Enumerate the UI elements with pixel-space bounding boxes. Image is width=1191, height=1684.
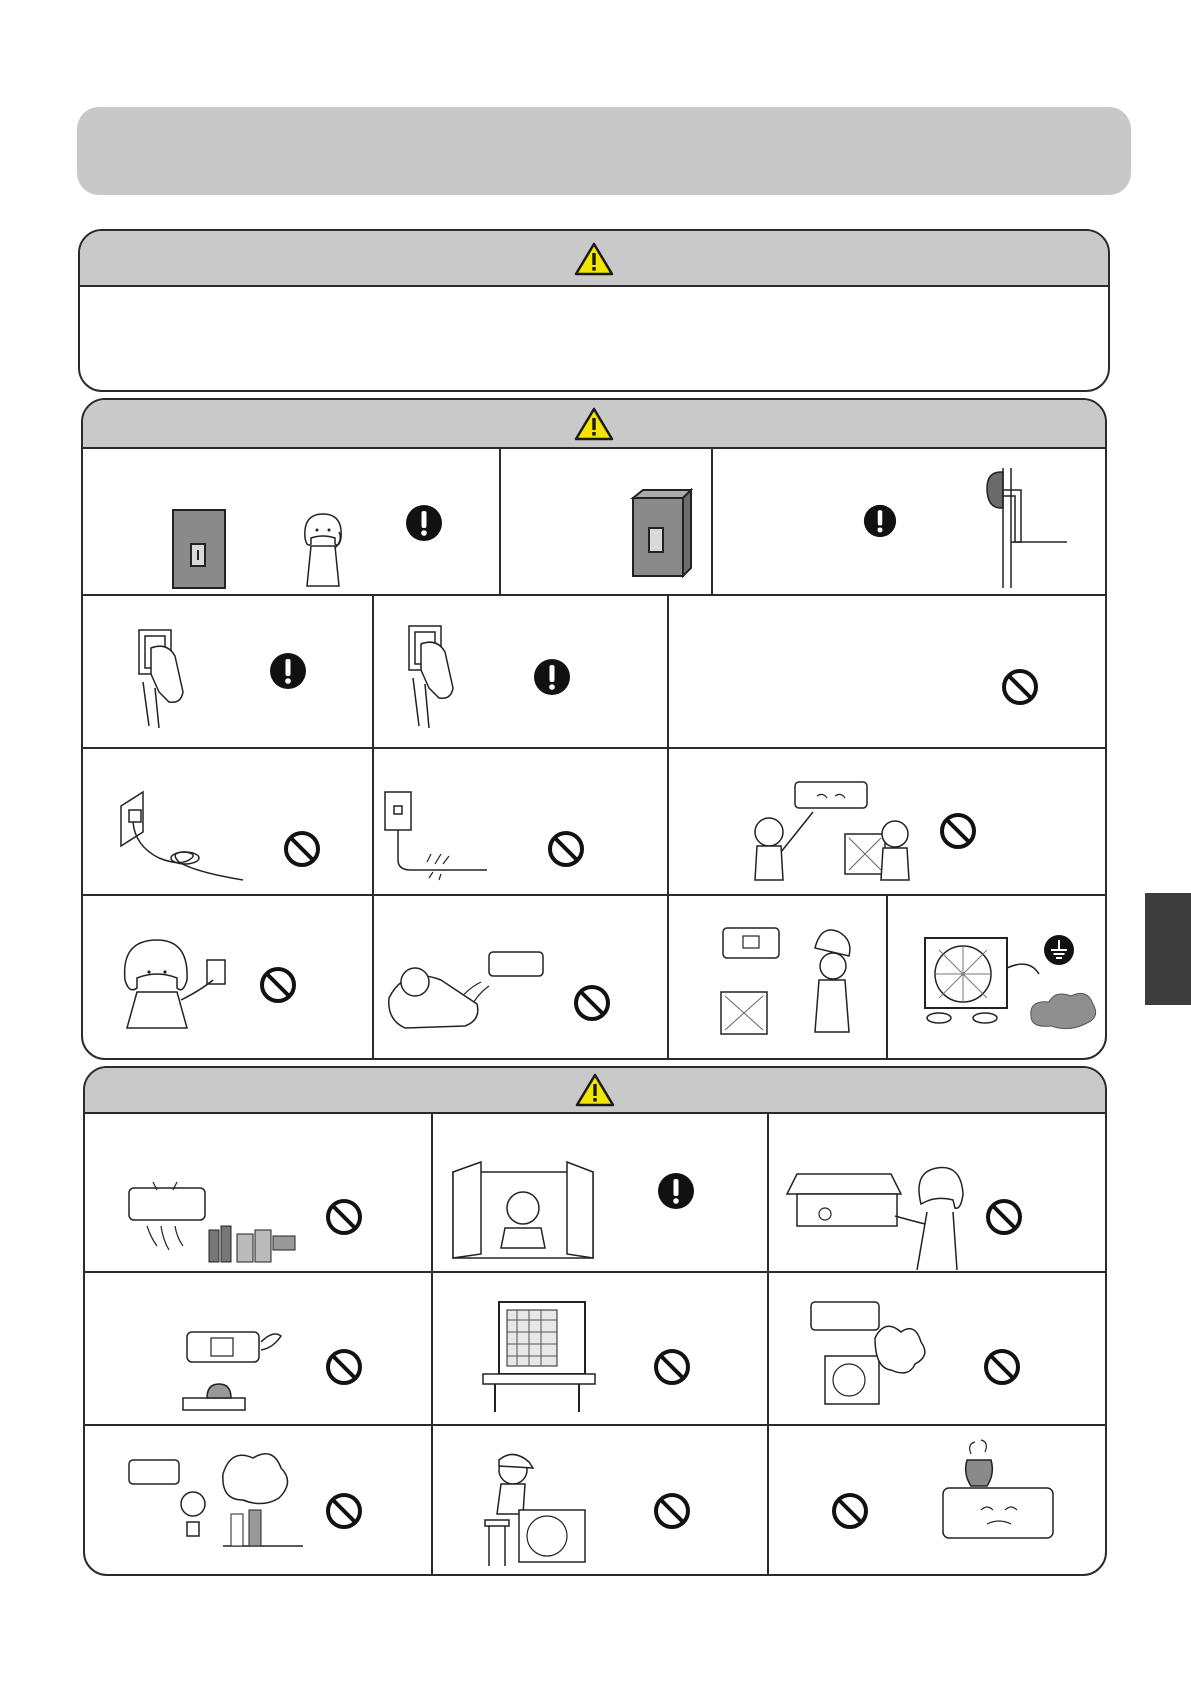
section-side-tab (1145, 893, 1191, 1005)
breaker-switch-illustration (631, 488, 693, 580)
girl-touching-unit-illustration (785, 1164, 985, 1272)
unit-on-weak-stand-illustration (479, 1294, 599, 1414)
girl-phoning-illustration (295, 508, 351, 588)
sleeping-person-airflow-illustration (385, 936, 545, 1036)
damaged-cord-illustration (383, 788, 487, 884)
no-symbol-icon (831, 1492, 869, 1530)
no-symbol-icon (573, 984, 611, 1022)
row-divider (85, 1424, 1105, 1426)
girl-wet-hands-outlet-illustration (117, 930, 237, 1030)
no-symbol-icon (983, 1348, 1021, 1386)
no-symbol-icon (325, 1348, 363, 1386)
row-divider (83, 747, 1105, 749)
ground-symbol-icon (1043, 934, 1075, 966)
warning-triangle-icon (575, 1073, 615, 1107)
caution-panel (83, 1066, 1107, 1576)
unit-blowing-on-plants-illustration (127, 1438, 303, 1550)
outdoor-unit-ground-illustration (919, 908, 1099, 1044)
exclamation-circle-icon (863, 504, 897, 538)
child-climbing-unit-illustration (477, 1448, 587, 1568)
unit-over-stove-illustration (177, 1308, 287, 1414)
open-window-girl-illustration (449, 1158, 599, 1264)
hand-plug-outlet-illustration (401, 622, 461, 730)
exclamation-circle-icon (533, 658, 571, 696)
warning-triangle-icon (574, 242, 614, 276)
exclamation-circle-icon (657, 1172, 695, 1210)
hand-plug-outlet-illustration (131, 622, 191, 730)
person-near-units-illustration (703, 912, 879, 1048)
wall-pipe-unit-illustration (977, 468, 1067, 588)
exclamation-circle-icon (269, 652, 307, 690)
no-symbol-icon (939, 812, 977, 850)
no-symbol-icon (325, 1198, 363, 1236)
no-symbol-icon (259, 966, 297, 1004)
row-divider (83, 594, 1105, 596)
col-divider (372, 594, 374, 1058)
warning-panel-header (83, 400, 1105, 449)
row-divider (83, 894, 1105, 896)
notice-panel-header (80, 231, 1108, 287)
notice-panel (78, 229, 1110, 392)
col-divider (767, 1112, 769, 1574)
unit-with-food-bottles-illustration (127, 1180, 297, 1264)
vase-on-unit-illustration (941, 1440, 1057, 1542)
breaker-switch-illustration (171, 508, 231, 590)
warning-triangle-icon (574, 407, 614, 441)
no-symbol-icon (985, 1198, 1023, 1236)
page-title-bar (77, 107, 1131, 195)
caution-panel-header (85, 1068, 1105, 1114)
no-symbol-icon (653, 1348, 691, 1386)
children-poking-unit-illustration (739, 776, 929, 888)
no-symbol-icon (653, 1492, 691, 1530)
coiled-cord-outlet-illustration (119, 788, 243, 884)
no-symbol-icon (325, 1492, 363, 1530)
warning-panel (81, 398, 1107, 1060)
plants-near-outdoor-unit-illustration (805, 1298, 935, 1408)
col-divider (431, 1112, 433, 1574)
col-divider (499, 447, 501, 594)
exclamation-circle-icon (405, 504, 443, 542)
col-divider (886, 894, 888, 1058)
no-symbol-icon (1001, 668, 1039, 706)
no-symbol-icon (547, 830, 585, 868)
no-symbol-icon (283, 830, 321, 868)
col-divider (667, 594, 669, 1058)
col-divider (711, 447, 713, 594)
